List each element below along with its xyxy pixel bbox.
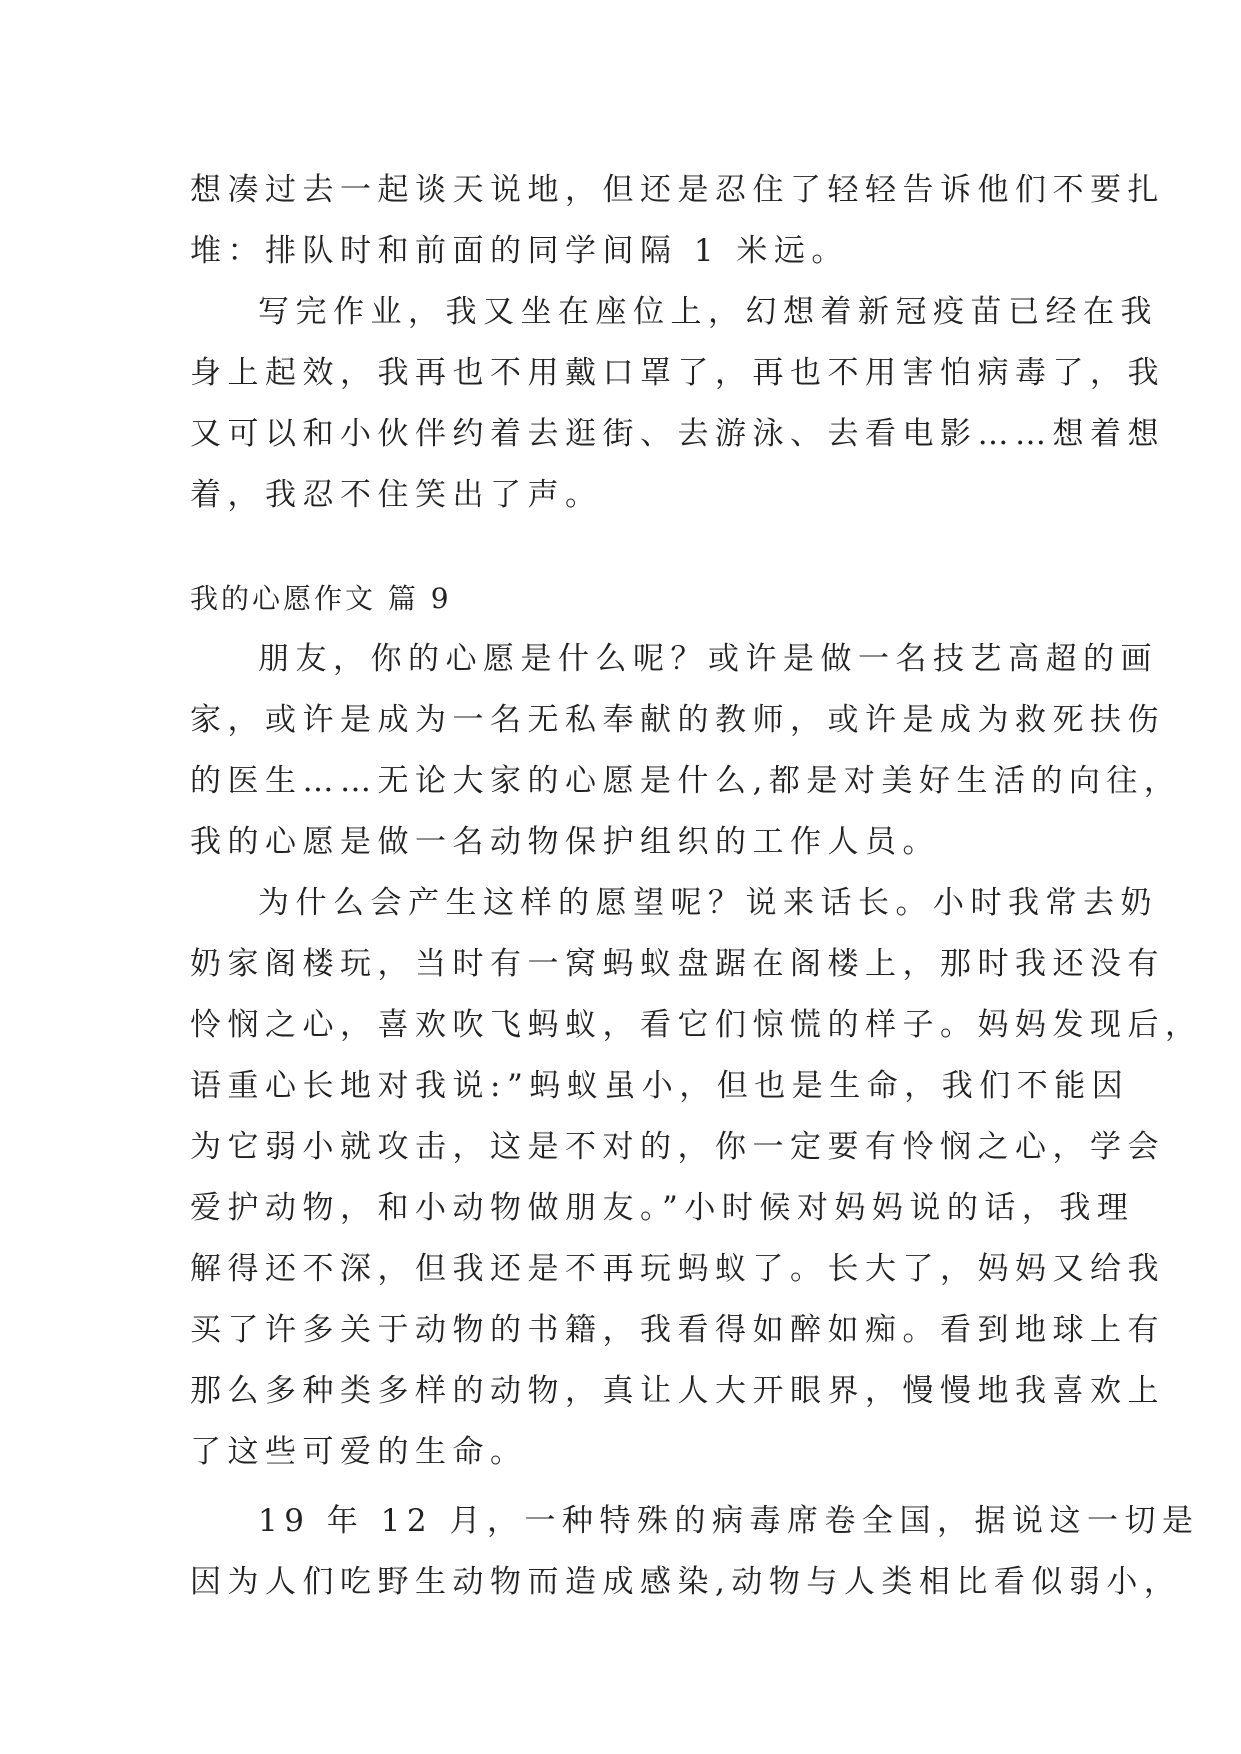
text-line: 堆：排队时和前面的同学间隔 1 米远。 [190,233,849,269]
paragraph [190,282,1165,526]
text-line: 因为人们吃野生动物而造成感染,动物与人类相比看似弱小， [190,1564,1182,1600]
section-heading: 我的心愿作文 篇 9 [190,582,452,615]
paragraph [190,1491,1200,1613]
text-line: 我的心愿是做一名动物保护组织的工作人员。 [190,824,940,860]
text-line: 语重心长地对我说:”蚂蚁虽小，但也是生命，我们不能因 [190,1068,1130,1104]
text-line: 怜悯之心，喜欢吹飞蚂蚁，看它们惊慌的样子。妈妈发现后， [190,1007,1203,1043]
text-line: 为什么会产生这样的愿望呢？说来话长。小时我常去奶 [258,885,1158,921]
text-line: 爱护动物，和小动物做朋友。”小时候对妈妈说的话，我理 [190,1190,1135,1226]
document-page [190,160,1203,1613]
text-line: 家，或许是成为一名无私奉献的教师，或许是成为救死扶伤 [190,702,1165,738]
text-line: 想凑过去一起谈天说地，但还是忍住了轻轻告诉他们不要扎 [190,172,1165,208]
text-line: 写完作业，我又坐在座位上，幻想着新冠疫苗已经在我 [258,294,1158,330]
paragraph [190,873,1203,1483]
text-line: 的医生……无论大家的心愿是什么,都是对美好生活的向往， [190,763,1182,799]
text-line: 买了许多关于动物的书籍，我看得如醉如痴。看到地球上有 [190,1312,1165,1348]
text-line: 朋友，你的心愿是什么呢？或许是做一名技艺高超的画 [258,641,1158,677]
paragraph [190,629,1182,873]
text-line: 了这些可爱的生命。 [190,1434,528,1470]
text-line: 着，我忍不住笑出了声。 [190,477,603,513]
text-line: 19 年 12 月，一种特殊的病毒席卷全国，据说这一切是 [258,1503,1200,1539]
text-line: 身上起效，我再也不用戴口罩了，再也不用害怕病毒了，我 [190,355,1165,391]
text-line: 那么多种类多样的动物，真让人大开眼界，慢慢地我喜欢上 [190,1373,1165,1409]
text-line: 为它弱小就攻击，这是不对的，你一定要有怜悯之心，学会 [190,1129,1165,1165]
paragraph-continued [190,160,1165,282]
text-line: 解得还不深，但我还是不再玩蚂蚁了。长大了，妈妈又给我 [190,1251,1165,1287]
text-line: 奶家阁楼玩，当时有一窝蚂蚁盘踞在阁楼上，那时我还没有 [190,946,1165,982]
text-line: 又可以和小伙伴约着去逛街、去游泳、去看电影……想着想 [190,416,1165,452]
